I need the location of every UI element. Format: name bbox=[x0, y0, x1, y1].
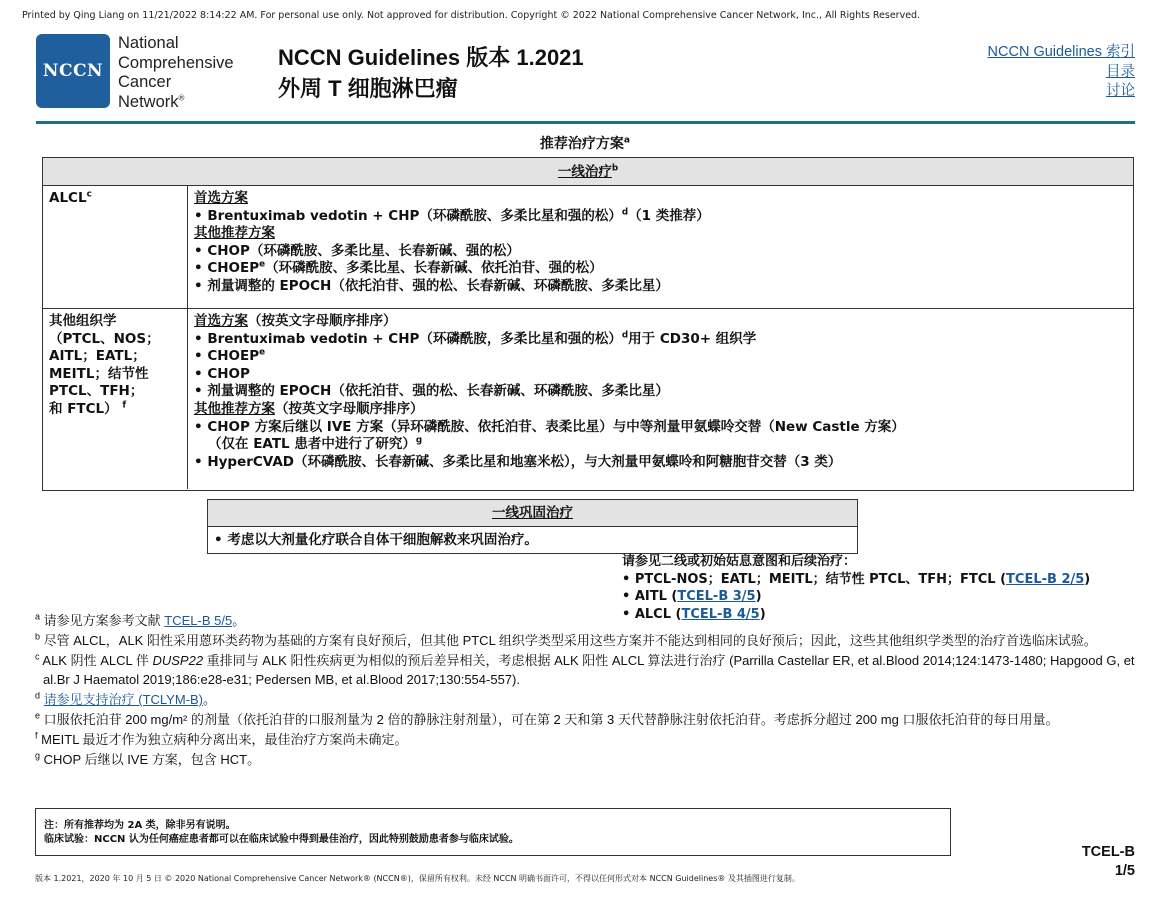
tcel-b-3-link[interactable]: TCEL-B 3/5 bbox=[677, 589, 756, 604]
footnote-f: $^f$ MEITL 最近才作为独立病种分离出来，最佳治疗方案尚未确定。 bbox=[35, 730, 408, 747]
first-line-table bbox=[42, 157, 1134, 491]
other-histology-row bbox=[43, 309, 1133, 489]
org-line: Comprehensive bbox=[118, 53, 234, 72]
tcel-b-4-link[interactable]: TCEL-B 4/5 bbox=[681, 606, 760, 622]
first-line-header: 一线治疗$^b$ bbox=[43, 158, 1133, 186]
tcel-b-2-link[interactable]: TCEL-B 2/5 bbox=[1006, 571, 1085, 587]
see-also-item: • PTCL-NOS；EATL；MEITL；结节性 PTCL、TFH；FTCL (TCEL-B 2/5) bbox=[622, 571, 1091, 587]
footnote-b: $^b$ 尽管 ALCL，ALK 阳性采用蒽环类药物为基础的方案有良好预后，但其他 PTCL 组织学类型采用这些方案并不能达到相同的良好预后；因此，这些其他组织学类型的治疗首选临床试验。 bbox=[35, 631, 1097, 648]
other-heading: 其他推荐方案（按英文字母顺序排序） bbox=[194, 400, 424, 417]
consolidation-table bbox=[207, 499, 858, 554]
regimen-item-continued: （仅在 EATL 患者中进行了研究）$^g$ bbox=[208, 435, 423, 453]
regimen-item: • Brentuximab vedotin + CHP（环磷酰胺，多柔比星和强的松）$^d$用于 CD30+ 组织学 bbox=[194, 330, 757, 347]
regimen-item: • CHOP 方案后继以 IVE 方案（异环磷酰胺、依托泊苷、表柔比星）与中等剂量甲氨蝶呤交替（New Castle 方案） bbox=[194, 418, 905, 435]
preferred-heading: 首选方案 bbox=[194, 190, 248, 206]
regimen-item: • Brentuximab vedotin + CHP（环磷酰胺、多柔比星和强的松）$^d$（1 类推荐） bbox=[194, 207, 710, 224]
see-also-item: • AITL (TCEL-B 3/5) bbox=[622, 589, 762, 604]
consolidation-header: 一线巩固治疗 bbox=[208, 500, 857, 527]
see-also-heading: 请参见二线或初始姑息意图和后续治疗： bbox=[622, 554, 857, 569]
index-link[interactable]: NCCN Guidelines 索引 bbox=[987, 44, 1135, 60]
org-line: National bbox=[118, 34, 179, 52]
page-code: TCEL-B bbox=[1081, 844, 1135, 860]
title-disease: 外周 T 细胞淋巴瘤 bbox=[278, 76, 458, 101]
nccn-logo: NCCN bbox=[36, 34, 110, 108]
footnote-g: $^g$ CHOP 后继以 IVE 方案，包含 HCT。 bbox=[35, 750, 261, 767]
regimen-item: • 剂量调整的 EPOCH（依托泊苷、强的松、长春新碱、环磷酰胺、多柔比星） bbox=[194, 277, 669, 294]
other-histology-regimens bbox=[188, 309, 1133, 489]
see-also-item: • ALCL (TCEL-B 4/5) bbox=[622, 606, 766, 622]
page-identifier bbox=[1082, 843, 1135, 881]
regimen-item: • CHOEP$^e$ bbox=[194, 347, 266, 365]
organization-name bbox=[118, 34, 234, 112]
alcl-regimens bbox=[188, 186, 1133, 308]
print-notice: Printed by Qing Liang on 11/21/2022 8:14:22 AM. For personal use only. Not approved for distribution. Copyright © 2022 National Comprehensive Cancer Network, Inc., All Rights Reserved. bbox=[22, 10, 921, 21]
regimen-item: • 剂量调整的 EPOCH（依托泊苷、强的松、长春新碱、环磷酰胺、多柔比星） bbox=[194, 383, 669, 400]
supportive-care-link[interactable]: 请参见支持治疗 (TCLYM-B) bbox=[43, 692, 204, 708]
top-navigation bbox=[988, 43, 1135, 102]
other-histology-label: 其他组织学 （PTCL、NOS； AITL；EATL； MEITL；结节性 PTCL、TFH； 和 FTCL） $^f$ bbox=[43, 309, 188, 489]
toc-link[interactable]: 目录 bbox=[1106, 63, 1135, 80]
preferred-heading: 首选方案（按英文字母顺序排序） bbox=[194, 313, 397, 329]
note-line: 临床试验：NCCN 认为任何癌症患者都可以在临床试验中得到最佳治疗，因此特别鼓励患者参与临床试验。 bbox=[44, 834, 519, 845]
alcl-label: ALCL$^c$ bbox=[43, 186, 188, 308]
org-line: Network® bbox=[118, 92, 185, 111]
regimen-item: • HyperCVAD（环磷酰胺、长春新碱、多柔比星和地塞米松），与大剂量甲氨蝶呤和阿糖胞苷交替（3 类） bbox=[194, 453, 842, 470]
document-title bbox=[278, 42, 584, 104]
version-footer: 版本 1.2021，2020 年 10 月 5 日 © 2020 National Comprehensive Cancer Network® (NCCN®)，保留所有权利。未经 NCCN 明确书面许可，不得以任何形式对本 NCCN Guidelines® 及其插图进行复制。 bbox=[35, 874, 800, 883]
page-number: 1/5 bbox=[1114, 863, 1135, 879]
org-line: Cancer bbox=[118, 73, 172, 91]
footnote-d: $^d$ 请参见支持治疗 (TCLYM-B)。 bbox=[35, 690, 217, 708]
alcl-row bbox=[43, 186, 1133, 309]
footnote-e: $^e$ 口服依托泊苷 200 mg/m² 的剂量（依托泊苷的口服剂量为 2 倍的静脉注射剂量），可在第 2 天和第 3 天代替静脉注射依托泊苷。考虑拆分超过 200 mg 口服依托泊苷的每日用量。 bbox=[35, 710, 1059, 727]
consolidation-body: • 考虑以大剂量化疗联合自体干细胞解救来巩固治疗。 bbox=[214, 532, 538, 548]
regimen-item: • CHOP bbox=[194, 365, 250, 382]
header-divider bbox=[36, 121, 1135, 124]
registered-mark: ® bbox=[178, 93, 185, 102]
footnote-a: $^a$ 请参见方案参考文献 TCEL-B 5/5。 bbox=[35, 611, 246, 628]
tcel-b-5-link[interactable]: TCEL-B 5/5 bbox=[164, 613, 233, 628]
discussion-link[interactable]: 讨论 bbox=[1106, 83, 1135, 99]
section-title: 推荐治疗方案$^a$ bbox=[539, 135, 631, 152]
other-heading: 其他推荐方案 bbox=[194, 225, 275, 242]
footnotes bbox=[35, 611, 1135, 769]
note-box bbox=[35, 808, 951, 856]
note-line: 注：所有推荐均为 2A 类，除非另有说明。 bbox=[44, 820, 236, 831]
footnote-c: $^c$ ALK 阴性 ALCL 伴 DUSP22 重排同与 ALK 阳性疾病更为相似的预后差异相关，考虑根据 ALK 阳性 ALCL 算法进行治疗 (Parrilla Castellar ER, et al.Blood 2014;124:1473-1480; Hapgood G, et al.Br J Haematol 2019;186:e28-e31; Pedersen MB, et al.Blood 2017;130:554-557). bbox=[35, 651, 1135, 688]
regimen-item: • CHOEP$^e$（环磷酰胺、多柔比星、长春新碱、依托泊苷、强的松） bbox=[194, 259, 603, 277]
title-version: NCCN Guidelines 版本 1.2021 bbox=[278, 45, 584, 70]
regimen-item: • CHOP（环磷酰胺、多柔比星、长春新碱、强的松） bbox=[194, 242, 520, 259]
